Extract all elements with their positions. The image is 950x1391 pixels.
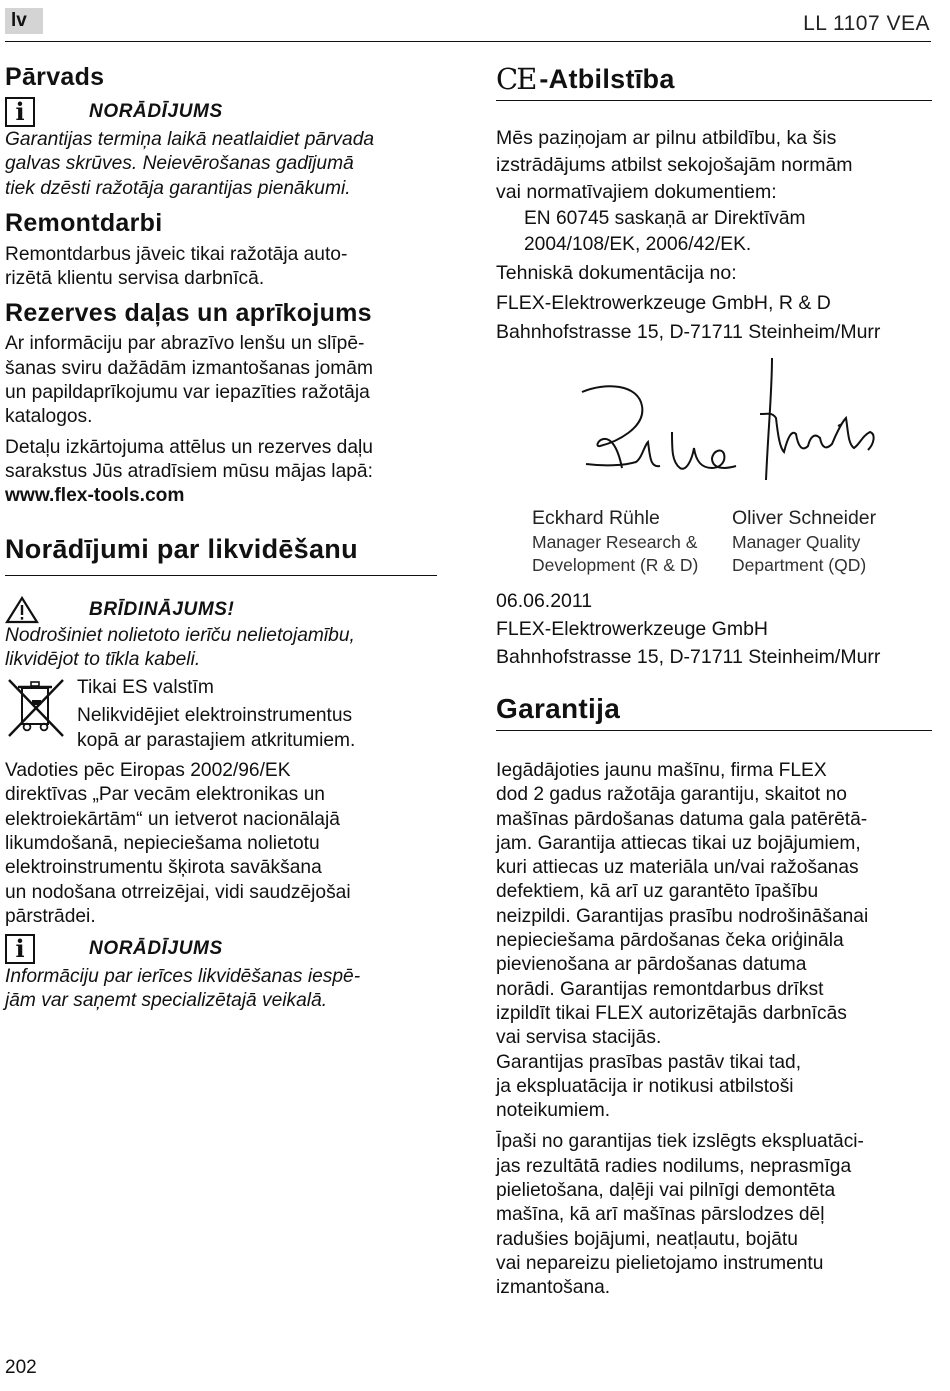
signer-name: Oliver Schneider (732, 507, 877, 529)
crossed-bin-icon (5, 676, 67, 742)
weee-text (77, 676, 355, 753)
signature-ruhle (546, 376, 746, 506)
company-name-2: FLEX-Elektrowerkzeuge GmbH (496, 618, 769, 640)
language-badge: lv (5, 8, 43, 34)
warning-text: Nodrošiniet nolietoto ierīču nelietojamību, likvidējot to tīkla kabeli. (5, 624, 355, 670)
model-number: LL 1107 VEA (803, 12, 930, 35)
signer-role: Manager Research & Development (R & D) (532, 532, 699, 575)
warning-row (5, 596, 437, 624)
transport-text: Garantijas termiņa laikā neatlaidiet pārvada galvas skrūves. Neievērošanas gadījumā tiek dzēsti ražotāja garantijas pienākumi. (5, 129, 375, 199)
transport-title: Pārvads (5, 63, 105, 91)
notice-text-2: Informāciju par ierīces likvidēšanas iespē- jām var saņemt specializētajā veikalā. (5, 966, 361, 1012)
warranty-text-2: Garantijas prasības pastāv tikai tad, ja ekspluatācija ir notikusi atbilstoši noteikumiem. (496, 1051, 802, 1122)
disposal-rule (5, 575, 437, 576)
warranty-text: Iegādājoties jaunu mašīnu, firma FLEX dod 2 gadus ražotāja garantiju, skaitot no mašīnas pārdošanas datuma gala patērētā- jam. Garantija attiecas tikai uz bojājumiem, kuri attiecas uz materiāla un/vai ražošanas defektiem, kā arī uz garantēto īpašību neizpildi. Garantijas prasību nodrošināšanai nepieciešama pārdošanas čeka oriģināla pievienošana ar pārdošanas datuma norādi. Garantijas remontdarbus drīkst izpildīt tikai FLEX autorizētajās darbnīcās vai servisa stacijās. (496, 760, 869, 1049)
company-name: FLEX-Elektrowerkzeuge GmbH, R & D (496, 292, 831, 314)
ce-norms: EN 60745 saskaņā ar Direktīvām 2004/108/EK, 2006/42/EK. (524, 208, 806, 255)
parts-title: Rezerves daļas un aprīkojums (5, 299, 372, 328)
eu-disposal-text: Nelikvidējiet elektroinstrumentus kopā ar parastajiem atkritumiem. (77, 705, 356, 751)
warning-triangle-icon (5, 596, 39, 624)
ce-text: Mēs paziņojam ar pilnu atbildību, ka šis izstrādājums atbilst sekojošajām normām vai normatīvajiem dokumentiem: (496, 127, 853, 203)
tech-doc-label: Tehniskā dokumentācija no: (496, 262, 737, 284)
warning-label: BRĪDINĀJUMS! (89, 598, 235, 620)
right-column (496, 60, 932, 1301)
notice-label: NORĀDĪJUMS (89, 101, 223, 122)
info-icon: i (5, 97, 35, 127)
warranty-text-3: Īpaši no garantijas tiek izslēgts ekspluatāci- jas rezultātā radies nodilums, neprasmīga pielietošana, daļēji vai pilnīgi demontēta mašīna, kā arī mašīnas pārslodzes dēļ radušies bojājumi, neatļautu, bojātu vai nepareizu pielietojamo instrumentu izmantošana. (496, 1131, 864, 1299)
header-rule (5, 41, 931, 42)
signer-1 (532, 506, 732, 577)
ce-mark-icon: CE (496, 62, 536, 96)
signature-schneider (750, 352, 900, 492)
eu-only-text: Tikai ES valstīm (77, 677, 214, 699)
parts-text: Ar informāciju par abrazīvo lenšu un slīpē- šanas sviru dažādām izmantošanas jomām un papildaprīkojumu var iepazīties ražotāja katalogos. (5, 333, 373, 428)
signer-name: Eckhard Rühle (532, 507, 660, 529)
notice-row-2 (5, 933, 437, 965)
signer-role: Manager Quality Department (QD) (732, 532, 867, 575)
signatures (496, 346, 932, 506)
repair-title: Remontdarbi (5, 208, 163, 237)
company-address: Bahnhofstrasse 15, D-71711 Steinheim/Murr (496, 321, 881, 343)
parts-text-2: Detaļu izkārtojuma attēlus un rezerves daļu sarakstus Jūs atradīsiem mūsu mājas lapā: (5, 436, 373, 482)
ce-title: -Atbilstība (539, 64, 675, 94)
signer-names (496, 506, 932, 577)
warranty-rule (496, 730, 932, 731)
notice-label-2: NORĀDĪJUMS (89, 938, 223, 960)
signer-2 (732, 506, 932, 577)
company-address-2: Bahnhofstrasse 15, D-71711 Steinheim/Murr (496, 646, 881, 668)
declaration-date: 06.06.2011 (496, 590, 593, 612)
page-number: 202 (5, 1357, 37, 1378)
ce-heading (496, 60, 932, 98)
disposal-title: Norādījumi par likvidēšanu (5, 533, 358, 564)
directive-text: Vadoties pēc Eiropas 2002/96/EK direktīvas „Par vecām elektronikas un elektroiekārtām“ un ietverot nacionālajā likumdošanā, nepieciešama nolietotu elektroinstrumentu šķirota savākšana un nodošana otrreizējai, vidi saudzējošai pārstrādei. (5, 760, 351, 927)
info-icon: i (5, 934, 35, 964)
weee-block (5, 676, 437, 753)
left-column (5, 60, 437, 1014)
warranty-title: Garantija (496, 693, 621, 724)
repair-text: Remontdarbus jāveic tikai ražotāja auto- rizētā klientu servisa darbnīcā. (5, 243, 348, 290)
ce-rule (496, 100, 932, 101)
notice-row (5, 96, 437, 128)
website-link[interactable]: www.flex-tools.com (5, 485, 185, 507)
